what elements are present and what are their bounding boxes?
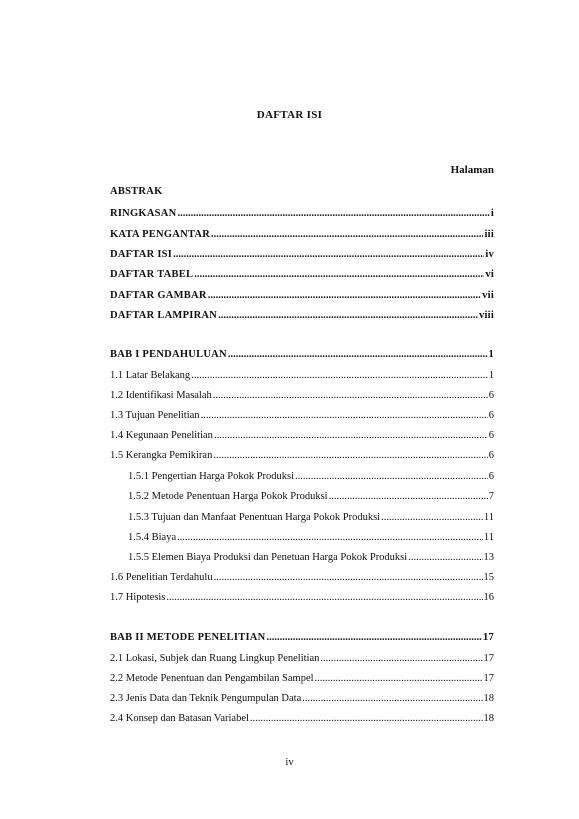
toc-entry xyxy=(110,710,494,724)
toc-page-number: iii xyxy=(484,229,494,240)
toc-page-number: 6 xyxy=(488,410,494,421)
toc-label: 1.5 Kerangka Pemikiran xyxy=(110,450,213,461)
toc-label: 1.1 Latar Belakang xyxy=(110,370,191,381)
toc-chapter xyxy=(110,629,494,643)
toc-entry xyxy=(110,367,494,381)
toc-label: 2.1 Lokasi, Subjek dan Ruang Lingkup Penelitian xyxy=(110,653,320,664)
toc-page-number: 6 xyxy=(488,390,494,401)
dot-leader xyxy=(214,572,483,583)
toc-page-number: vi xyxy=(485,269,494,280)
dot-leader xyxy=(214,430,488,441)
toc-entry xyxy=(110,287,494,301)
toc-label: 1.3 Tujuan Penelitian xyxy=(110,410,200,421)
toc-label: DAFTAR LAMPIRAN xyxy=(110,310,218,321)
dot-leader xyxy=(228,349,488,360)
toc-label: 1.5.2 Metode Penentuan Harga Pokok Produksi xyxy=(128,491,328,502)
toc-page-number: 6 xyxy=(488,450,494,461)
toc-page-number: 17 xyxy=(483,673,494,684)
toc-subentry xyxy=(128,488,494,502)
dot-leader xyxy=(302,693,482,704)
toc-label: DAFTAR ISI xyxy=(110,249,173,260)
dot-leader xyxy=(320,653,482,664)
dot-leader xyxy=(194,269,484,280)
toc-page-number: iv xyxy=(485,249,494,260)
toc-page-number: 16 xyxy=(483,592,494,603)
dot-leader xyxy=(213,390,488,401)
toc-subentry xyxy=(128,468,494,482)
toc-page-number: 13 xyxy=(483,552,494,563)
toc-page-number: 15 xyxy=(483,572,494,583)
toc-label: ABSTRAK xyxy=(110,186,163,197)
toc-page-number: vii xyxy=(482,290,494,301)
toc-page-number: viii xyxy=(478,310,494,321)
dot-leader xyxy=(191,370,488,381)
toc-label: KATA PENGANTAR xyxy=(110,229,211,240)
toc-label: DAFTAR TABEL xyxy=(110,269,194,280)
toc-subentry xyxy=(128,509,494,523)
toc-page-number: 1 xyxy=(488,349,494,360)
toc-label: 1.7 Hipotesis xyxy=(110,592,166,603)
toc-heading-abstrak xyxy=(110,183,494,197)
toc-entry xyxy=(110,589,494,603)
toc-page-number: 18 xyxy=(483,713,494,724)
dot-leader xyxy=(201,410,488,421)
dot-leader xyxy=(211,229,483,240)
toc-page-number: 11 xyxy=(483,532,494,543)
dot-leader xyxy=(266,632,482,643)
toc-label: BAB II METODE PENELITIAN xyxy=(110,632,266,643)
toc-label: 1.5.1 Pengertian Harga Pokok Produksi xyxy=(128,471,295,482)
dot-leader xyxy=(177,208,489,219)
dot-leader xyxy=(408,552,482,563)
toc-page-number: 11 xyxy=(483,512,494,523)
toc-label: 2.2 Metode Penentuan dan Pengambilan Sampel xyxy=(110,673,314,684)
toc-label: BAB I PENDAHULUAN xyxy=(110,349,227,360)
toc-page-number: 17 xyxy=(483,653,494,664)
toc-page-number: 6 xyxy=(488,430,494,441)
toc-entry xyxy=(110,205,494,219)
toc-subentry xyxy=(128,549,494,563)
toc-label: 1.5.5 Elemen Biaya Produksi dan Penetuan Harga Pokok Produksi xyxy=(128,552,408,563)
toc-label: 2.4 Konsep dan Batasan Variabel xyxy=(110,713,249,724)
dot-leader xyxy=(173,249,484,260)
toc-entry xyxy=(110,650,494,664)
toc-page-number: i xyxy=(490,208,494,219)
toc-label: 1.5.4 Biaya xyxy=(128,532,177,543)
toc-entry xyxy=(110,670,494,684)
dot-leader xyxy=(208,290,481,301)
toc-page-number: 6 xyxy=(488,471,494,482)
toc-entry xyxy=(110,447,494,461)
toc-label: DAFTAR GAMBAR xyxy=(110,290,207,301)
dot-leader xyxy=(250,713,483,724)
toc-entry xyxy=(110,266,494,280)
toc-entry xyxy=(110,226,494,240)
toc-page-number: 1 xyxy=(488,370,494,381)
dot-leader xyxy=(381,512,483,523)
toc-entry xyxy=(110,407,494,421)
halaman-label: Halaman xyxy=(450,164,494,176)
toc-entry xyxy=(110,690,494,704)
toc-page-number: 17 xyxy=(483,632,494,643)
dot-leader xyxy=(166,592,482,603)
dot-leader xyxy=(329,491,488,502)
toc-label: RINGKASAN xyxy=(110,208,177,219)
toc-label: 1.4 Kegunaan Penelitian xyxy=(110,430,213,441)
page-title: DAFTAR ISI xyxy=(256,109,323,121)
toc-label: 1.6 Penelitian Terdahulu xyxy=(110,572,213,583)
toc-entry xyxy=(110,569,494,583)
toc-entry xyxy=(110,427,494,441)
toc-label: 1.2 Identifikasi Masalah xyxy=(110,390,212,401)
toc-chapter xyxy=(110,346,494,360)
dot-leader xyxy=(315,673,483,684)
toc-entry xyxy=(110,387,494,401)
toc-entry xyxy=(110,307,494,321)
toc-page-number: 7 xyxy=(488,491,494,502)
toc-page-number: 18 xyxy=(483,693,494,704)
toc-label: 1.5.3 Tujuan dan Manfaat Penentuan Harga Pokok Produksi xyxy=(128,512,381,523)
dot-leader xyxy=(295,471,488,482)
dot-leader xyxy=(218,310,478,321)
toc-subentry xyxy=(128,529,494,543)
dot-leader xyxy=(213,450,487,461)
dot-leader xyxy=(177,532,483,543)
footer-page-number: iv xyxy=(285,757,294,768)
toc-entry xyxy=(110,246,494,260)
toc-label: 2.3 Jenis Data dan Teknik Pengumpulan Data xyxy=(110,693,302,704)
